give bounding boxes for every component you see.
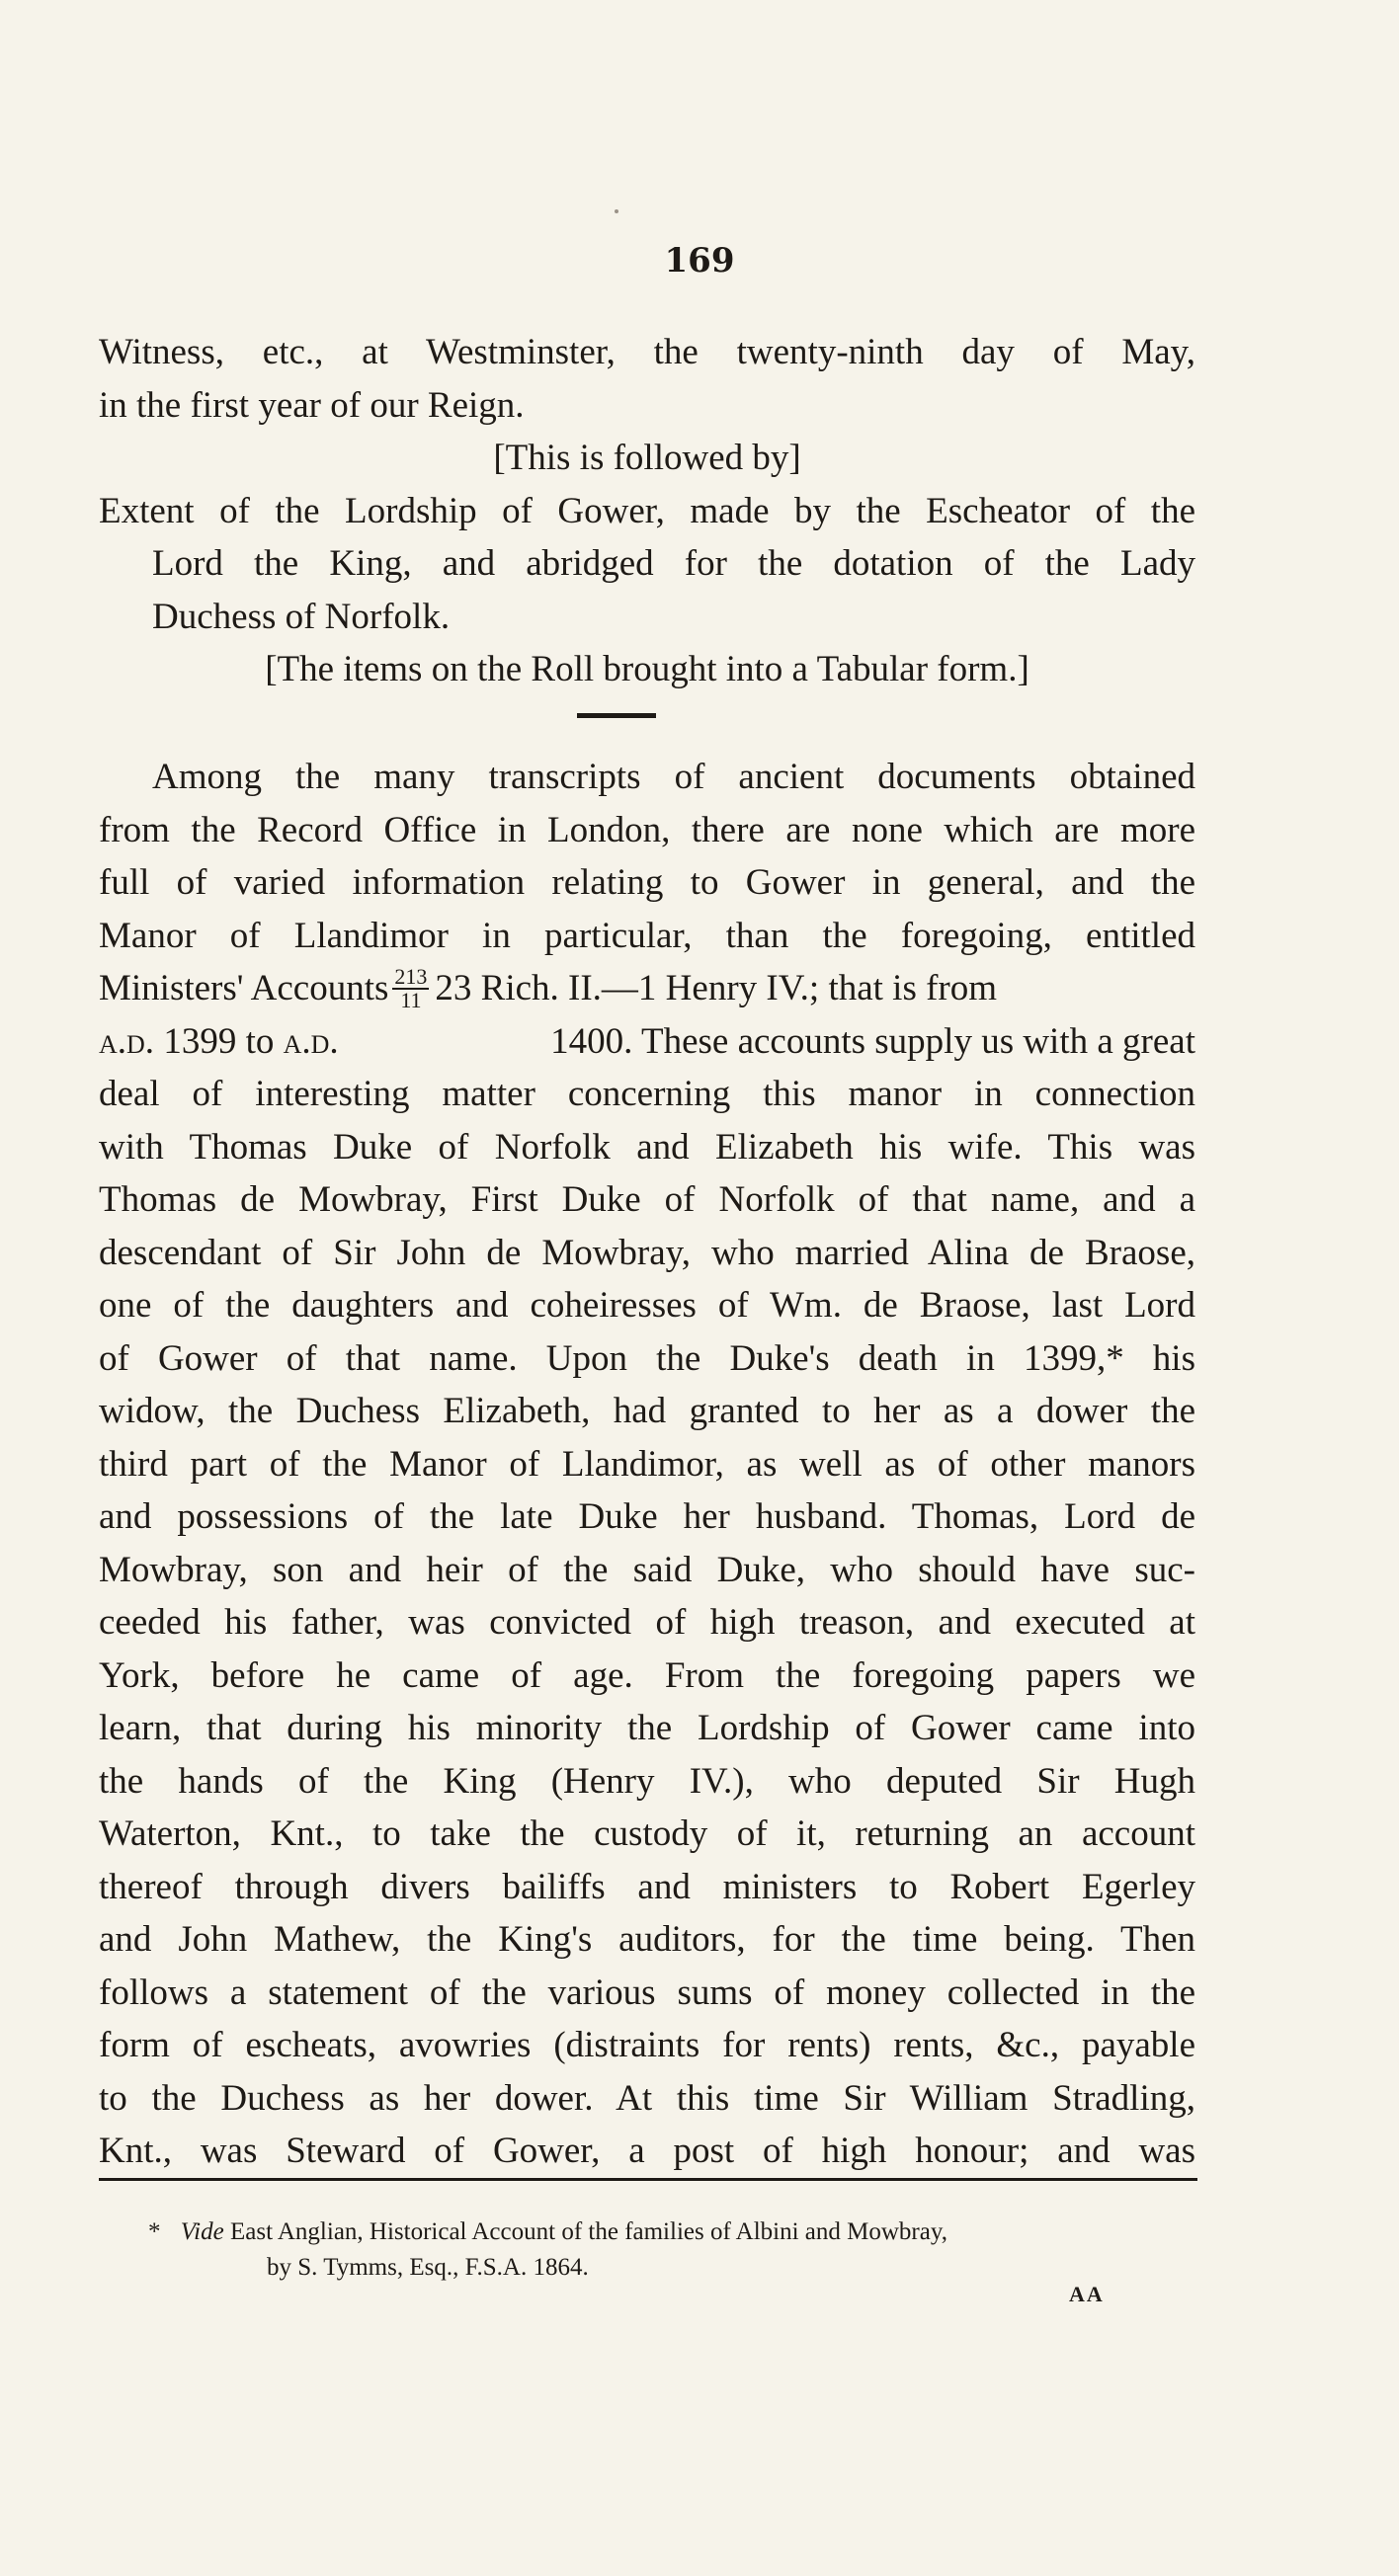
body-text: Ministers' Accounts	[99, 968, 389, 1008]
footnote	[148, 2214, 1215, 2286]
page-speck	[615, 209, 618, 213]
body-line: with Thomas Duke of Norfolk and Elizabeth his wife. This was	[99, 1126, 1195, 1167]
body-text: 1400. These accounts supply us with a great	[550, 1020, 1195, 1062]
fraction-denominator: 11	[400, 987, 422, 1012]
footnote-marker: *	[148, 2218, 161, 2245]
body-line: and possessions of the late Duke her husband. Thomas, Lord de	[99, 1496, 1195, 1537]
footnote-line-1	[148, 2214, 1215, 2250]
body-line: deal of interesting matter concerning this manor in connection	[99, 1074, 1195, 1114]
body-line: Knt., was Steward of Gower, a post of high honour; and was	[99, 2131, 1195, 2171]
body-line: from the Record Office in London, there are none which are more	[99, 809, 1195, 850]
body-line: form of escheats, avowries (distraints for rents) rents, &c., payable	[99, 2025, 1195, 2065]
body-line: thereof through divers bailiffs and ministers to Robert Egerley	[99, 1866, 1195, 1907]
body-line: follows a statement of the various sums of money collected in the	[99, 1972, 1195, 2013]
body-text: 1399 to	[163, 1020, 275, 1062]
body-line: and John Mathew, the King's auditors, for the time being. Then	[99, 1919, 1195, 1960]
body-line: descendant of Sir John de Mowbray, who married Alina de Braose,	[99, 1232, 1195, 1273]
footnote-rule	[99, 2178, 1197, 2181]
signature-mark: AA	[1069, 2282, 1105, 2306]
fraction-numerator: 213	[394, 963, 428, 989]
body-line: of Gower of that name. Upon the Duke's death in 1399,* his	[99, 1337, 1195, 1379]
anno-domini: a.d.	[283, 1020, 339, 1062]
body-line: third part of the Manor of Llandimor, as well as of other manors	[99, 1443, 1195, 1485]
body-line-dates	[99, 1015, 1195, 1069]
body-line: York, before he came of age. From the foregoing papers we	[99, 1654, 1195, 1696]
body-line: Among the many transcripts of ancient documents obtained	[152, 757, 1195, 797]
body-line: Manor of Llandimor in particular, than the foregoing, entitled	[99, 915, 1195, 956]
footnote-text: East Anglian, Historical Account of the families of Albini and Mowbray,	[229, 2218, 947, 2245]
body-text: 23 Rich. II.—1 Henry IV.; that is from	[435, 968, 998, 1008]
membrane-fraction	[392, 963, 429, 1012]
body-line: learn, that during his minority the Lordship of Gower came into	[99, 1708, 1195, 1748]
intro-bracket-note: [This is followed by]	[493, 438, 801, 478]
body-line: the hands of the King (Henry IV.), who deputed Sir Hugh	[99, 1760, 1195, 1802]
intro-line-extent: Extent of the Lordship of Gower, made by the Escheator of the	[99, 490, 1195, 531]
intro-line-1: Witness, etc., at Westminster, the twenty-ninth day of May,	[99, 332, 1195, 372]
intro-tabular-note: [The items on the Roll brought into a Tabular form.]	[265, 649, 1029, 689]
body-paragraph	[99, 751, 1195, 2178]
intro-section	[99, 326, 1195, 696]
body-line: Mowbray, son and heir of the said Duke, who should have suc-	[99, 1549, 1195, 1590]
intro-line-2: in the first year of our Reign.	[99, 384, 525, 426]
footnote-line-2: by S. Tymms, Esq., F.S.A. 1864.	[267, 2254, 589, 2281]
footnote-vide: Vide	[180, 2218, 224, 2245]
body-line: ceeded his father, was convicted of high treason, and executed at	[99, 1602, 1195, 1643]
body-line: to the Duchess as her dower. At this time Sir William Stradling,	[99, 2077, 1195, 2119]
intro-line-lord: Lord the King, and abridged for the dotation of the Lady	[152, 543, 1195, 584]
body-line: one of the daughters and coheiresses of Wm. de Braose, last Lord	[99, 1285, 1195, 1326]
body-line: Thomas de Mowbray, First Duke of Norfolk of that name, and a	[99, 1179, 1195, 1220]
intro-line-duchess: Duchess of Norfolk.	[152, 596, 451, 637]
section-divider	[577, 713, 656, 718]
body-line: Waterton, Knt., to take the custody of it, returning an account	[99, 1813, 1195, 1854]
body-line-ministers	[99, 962, 1195, 1015]
body-line: widow, the Duchess Elizabeth, had granted to her as a dower the	[99, 1391, 1195, 1431]
body-line: full of varied information relating to Gower in general, and the	[99, 862, 1195, 903]
page-number: 169	[664, 241, 735, 281]
anno-domini: a.d.	[99, 1020, 155, 1062]
